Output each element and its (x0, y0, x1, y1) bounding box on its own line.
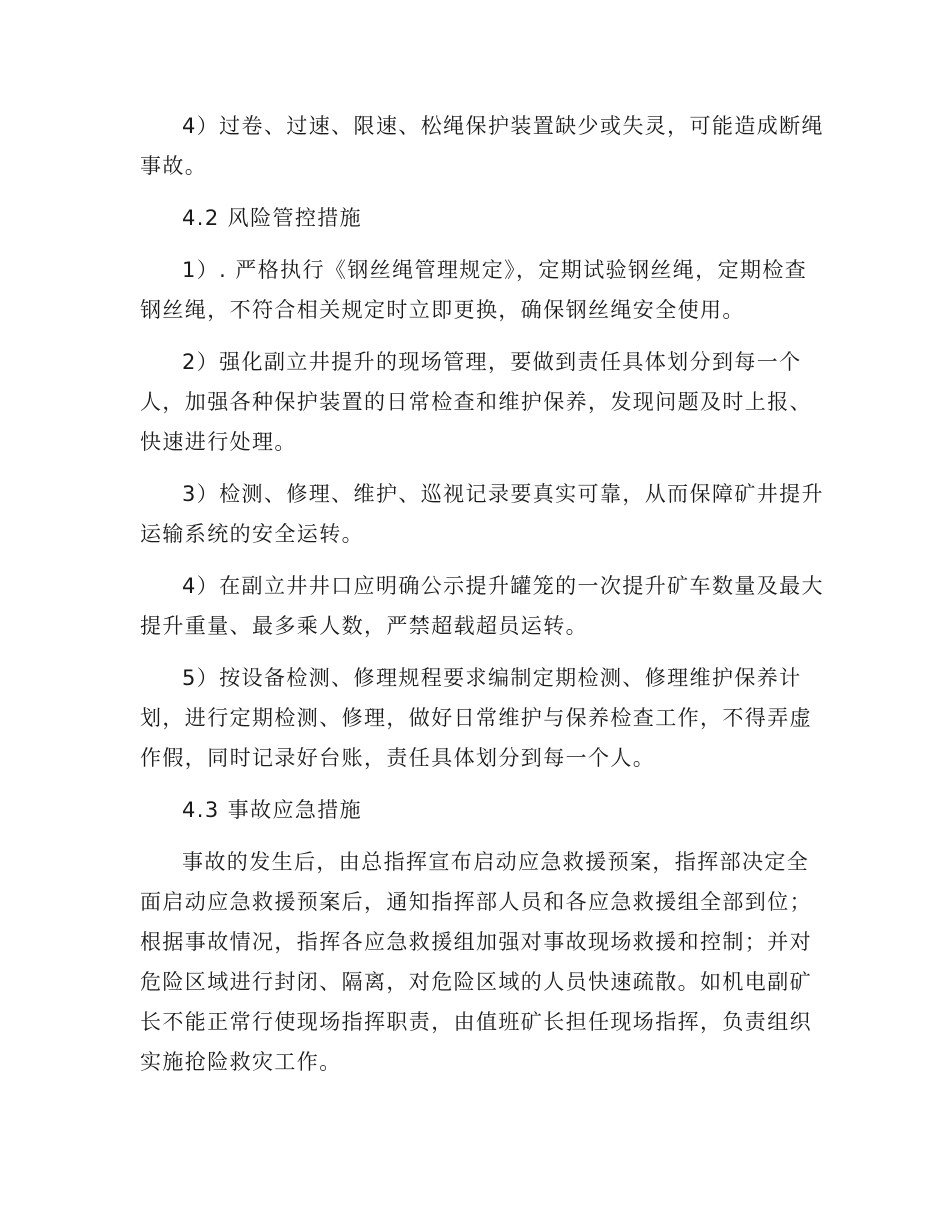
paragraph-measure-1 (140, 250, 808, 330)
paragraph-emergency (140, 842, 812, 1082)
text-line: 3）检测、修理、维护、巡视记录要真实可靠，从而保障矿井提升 (182, 482, 824, 506)
document-body (140, 106, 824, 1094)
text-line: 根据事故情况，指挥各应急救援组加强对事故现场救援和控制；并对 (140, 930, 812, 954)
text-line: 钢丝绳，不符合相关规定时立即更换，确保钢丝绳安全使用。 (140, 298, 745, 322)
paragraph-measure-5 (140, 658, 812, 778)
text-line: 4）在副立井井口应明确公示提升罐笼的一次提升矿车数量及最大 (182, 574, 824, 598)
heading-text: 4.3 事故应急措施 (182, 798, 363, 822)
paragraph-measure-2 (140, 342, 812, 462)
text-line: 事故的发生后，由总指挥宣布启动应急救援预案，指挥部决定全 (182, 850, 810, 874)
text-line: 5）按设备检测、修理规程要求编制定期检测、修理维护保养计 (182, 666, 802, 690)
text-line: 实施抢险救灾工作。 (140, 1050, 342, 1074)
text-line: 提升重量、最多乘人数，严禁超载超员运转。 (140, 614, 588, 638)
text-line: 4）过卷、过速、限速、松绳保护装置缺少或失灵，可能造成断绳 (182, 114, 824, 138)
heading-text: 4.2 风险管控措施 (182, 206, 363, 230)
text-line: 危险区域进行封闭、隔离，对危险区域的人员快速疏散。如机电副矿 (140, 970, 812, 994)
text-line: 运输系统的安全运转。 (140, 522, 364, 546)
text-line: 长不能正常行使现场指挥职责，由值班矿长担任现场指挥，负责组织 (140, 1010, 812, 1034)
paragraph-risk-4 (140, 106, 824, 186)
text-line: 面启动应急救援预案后，通知指挥部人员和各应急救援组全部到位； (140, 890, 812, 914)
paragraph-measure-3 (140, 474, 824, 554)
section-heading-4-2 (140, 198, 805, 238)
text-line: 2）强化副立井提升的现场管理，要做到责任具体划分到每一个 (182, 350, 802, 374)
text-line: 划，进行定期检测、修理，做好日常维护与保养检查工作，不得弄虚 (140, 706, 812, 730)
text-line: 作假，同时记录好台账，责任具体划分到每一个人。 (140, 746, 656, 770)
text-line: 人，加强各种保护装置的日常检查和维护保养，发现问题及时上报、 (140, 390, 812, 414)
text-line: 事故。 (140, 154, 208, 178)
text-line: 快速进行处理。 (140, 430, 297, 454)
section-heading-4-3 (140, 790, 805, 830)
paragraph-measure-4 (140, 566, 824, 646)
text-line: 1）. 严格执行《钢丝绳管理规定》，定期试验钢丝绳，定期检查 (182, 258, 808, 282)
